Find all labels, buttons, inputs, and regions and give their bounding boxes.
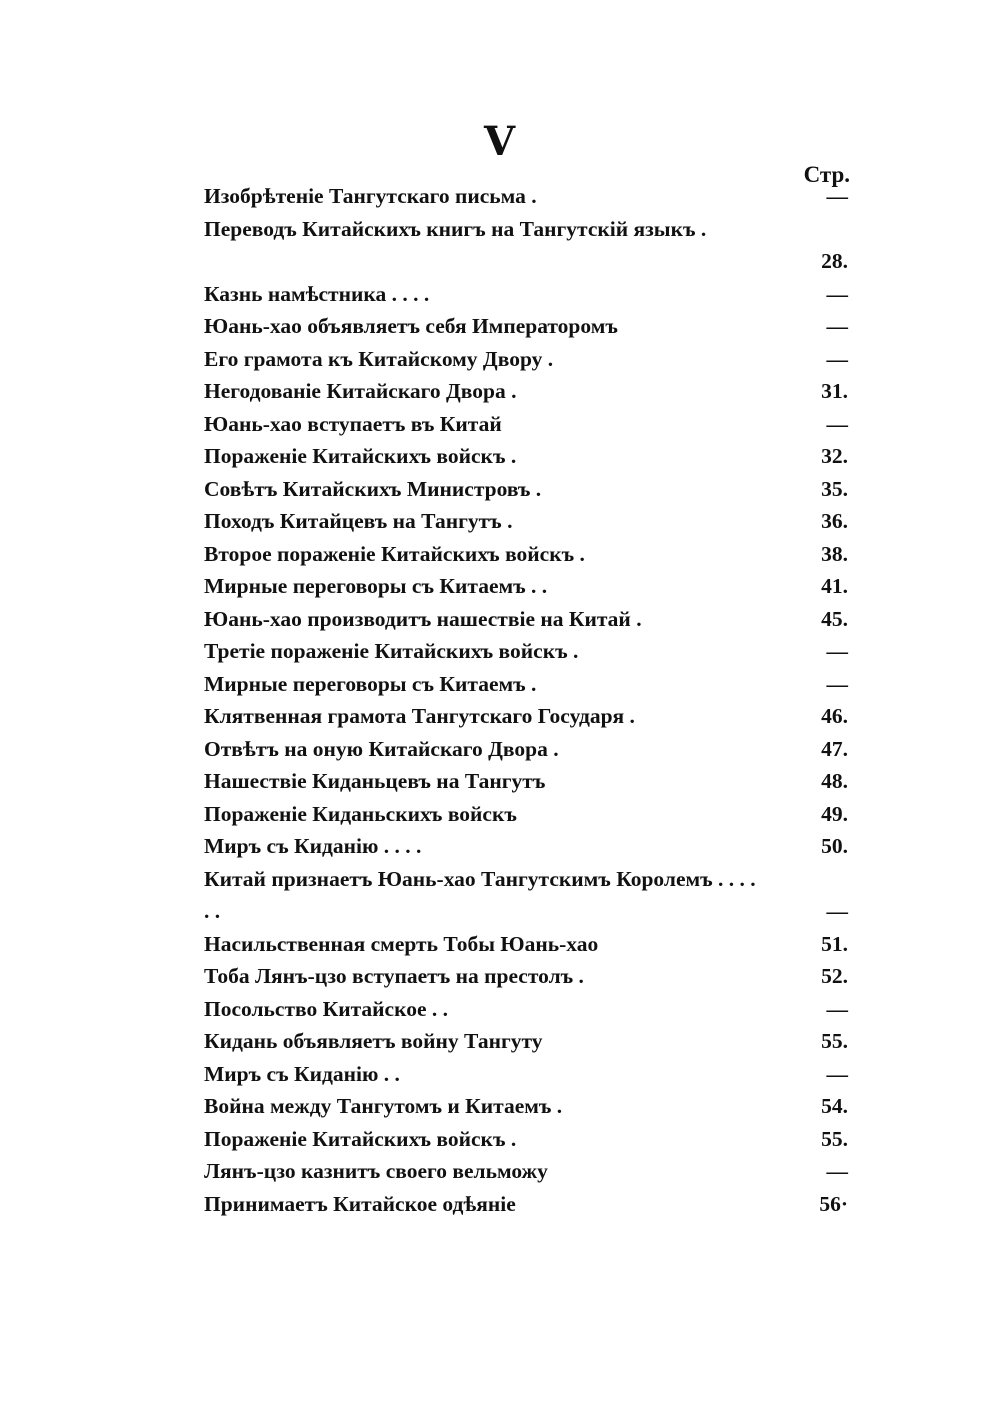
- toc-entry: [204, 960, 848, 993]
- toc-entry: [204, 180, 848, 213]
- page-number: V: [483, 118, 517, 165]
- toc-entry: [204, 830, 848, 863]
- toc-entry-title: Лянъ-цзо казнитъ своего вельможу: [204, 1159, 548, 1183]
- toc-entry-title: Пораженіе Китайскихъ войскъ .: [204, 1126, 517, 1151]
- toc-entry-page: 31.: [821, 379, 848, 403]
- toc-entry-page: 48.: [821, 769, 848, 793]
- toc-entry: [204, 310, 848, 343]
- toc-entry-title: Совѣтъ Китайскихъ Министровъ .: [204, 476, 542, 501]
- toc-entry-title: Посольство Китайское . .: [204, 996, 448, 1021]
- toc-entry-page: 55.: [821, 1029, 848, 1053]
- toc-entry-page: 51.: [821, 931, 848, 956]
- toc-entry: [204, 765, 848, 798]
- toc-entry-title: Пораженіе Китайскихъ войскъ .: [204, 444, 517, 468]
- toc-entry: [204, 863, 848, 928]
- toc-entry: [204, 1123, 848, 1156]
- toc-entry-title: Нашествіе Киданьцевъ на Тангутъ: [204, 769, 546, 793]
- page-column-header: Стр.: [803, 162, 850, 187]
- toc-entry-title: Второе пораженіе Китайскихъ войскъ .: [204, 541, 585, 566]
- toc-entry-page: 32.: [821, 444, 848, 468]
- toc-entry-title: Его грамота къ Китайскому Двору .: [204, 346, 554, 371]
- toc-entry-page: 55.: [821, 1126, 848, 1151]
- toc-entry-page: 52.: [821, 964, 848, 988]
- toc-entry-page: —: [826, 1061, 848, 1086]
- toc-entry-page: —: [826, 411, 848, 436]
- toc-entry-page: 38.: [821, 541, 848, 566]
- toc-entry-page: 54.: [821, 1094, 848, 1118]
- toc-entry-page: 56·: [819, 1191, 848, 1216]
- table-of-contents: [204, 180, 848, 1220]
- toc-entry: [204, 343, 848, 376]
- toc-entry: [204, 603, 848, 636]
- toc-entry: [204, 700, 848, 733]
- toc-entry-page: 36.: [821, 509, 848, 533]
- toc-entry-title: Юань-хао объявляетъ себя Императоромъ: [204, 314, 618, 338]
- toc-entry-page: 49.: [821, 801, 848, 826]
- toc-entry-title: Тоба Лянъ-цзо вступаетъ на престолъ .: [204, 964, 584, 988]
- toc-entry-page: —: [826, 184, 848, 208]
- toc-entry-page: —: [826, 281, 848, 306]
- toc-entry-title: Отвѣтъ на оную Китайскаго Двора .: [204, 736, 559, 761]
- toc-entry-page: 45.: [821, 606, 848, 631]
- toc-entry-title: Миръ съ Киданію . .: [204, 1061, 400, 1086]
- toc-entry: [204, 993, 848, 1026]
- toc-entry-title: Переводъ Китайскихъ книгъ на Тангутскій языкъ .: [204, 216, 707, 241]
- toc-entry-title: Юань-хао производитъ нашествіе на Китай .: [204, 606, 642, 631]
- toc-entry-title: Клятвенная грамота Тангутскаго Государя .: [204, 704, 635, 728]
- toc-entry-page: 50.: [821, 834, 848, 858]
- toc-entry: [204, 733, 848, 766]
- toc-entry-title: Миръ съ Киданію . . . .: [204, 834, 422, 858]
- toc-entry: [204, 1025, 848, 1058]
- toc-entry: [204, 278, 848, 311]
- toc-entry: [204, 1188, 848, 1221]
- toc-entry: [204, 505, 848, 538]
- toc-entry-title: Казнь намѣстника . . . .: [204, 281, 430, 306]
- toc-entry-title: Насильственная смерть Тобы Юань-хао: [204, 931, 599, 956]
- toc-entry: [204, 635, 848, 668]
- toc-entry: [204, 538, 848, 571]
- toc-entry: [204, 668, 848, 701]
- toc-entry-page: —: [826, 671, 848, 696]
- toc-entry-title: Третіе пораженіе Китайскихъ войскъ .: [204, 639, 579, 663]
- toc-entry-page: —: [826, 996, 848, 1021]
- toc-entry: [204, 1090, 848, 1123]
- toc-entry: [204, 213, 848, 278]
- toc-entry-page: —: [826, 639, 848, 663]
- toc-entry-title: Мирные переговоры съ Китаемъ .: [204, 671, 537, 696]
- toc-entry-title: Принимаетъ Китайское одѣяніе: [204, 1191, 516, 1216]
- toc-entry: [204, 1058, 848, 1091]
- toc-entry: [204, 408, 848, 441]
- toc-entry-page: 35.: [821, 476, 848, 501]
- toc-entry-page: 47.: [821, 736, 848, 761]
- toc-entry: [204, 570, 848, 603]
- toc-entry-title: Юань-хао вступаетъ въ Китай: [204, 411, 502, 436]
- toc-entry-title: Негодованіе Китайскаго Двора .: [204, 379, 517, 403]
- toc-entry: [204, 375, 848, 408]
- toc-entry-title: Кидань объявляетъ войну Тангуту: [204, 1029, 543, 1053]
- toc-entry: [204, 473, 848, 506]
- toc-entry-title: Китай признаетъ Юань-хао Тангутскимъ Королемъ . . . . . .: [204, 866, 756, 923]
- toc-entry: [204, 1155, 848, 1188]
- toc-entry-page: —: [826, 899, 848, 923]
- toc-entry-page: —: [826, 1159, 848, 1183]
- toc-entry-page: —: [826, 314, 848, 338]
- toc-entry-page: 46.: [821, 704, 848, 728]
- toc-entry-page: 28.: [821, 249, 848, 273]
- toc-entry-title: Мирные переговоры съ Китаемъ . .: [204, 574, 548, 598]
- toc-entry: [204, 440, 848, 473]
- toc-entry-title: Война между Тангутомъ и Китаемъ .: [204, 1094, 563, 1118]
- toc-entry: [204, 798, 848, 831]
- toc-entry: [204, 928, 848, 961]
- toc-entry-page: 41.: [821, 574, 848, 598]
- toc-entry-title: Изобрѣтеніе Тангутскаго письма .: [204, 184, 537, 208]
- toc-entry-title: Походъ Китайцевъ на Тангутъ .: [204, 509, 513, 533]
- toc-entry-title: Пораженіе Киданьскихъ войскъ: [204, 801, 517, 826]
- toc-entry-page: —: [826, 346, 848, 371]
